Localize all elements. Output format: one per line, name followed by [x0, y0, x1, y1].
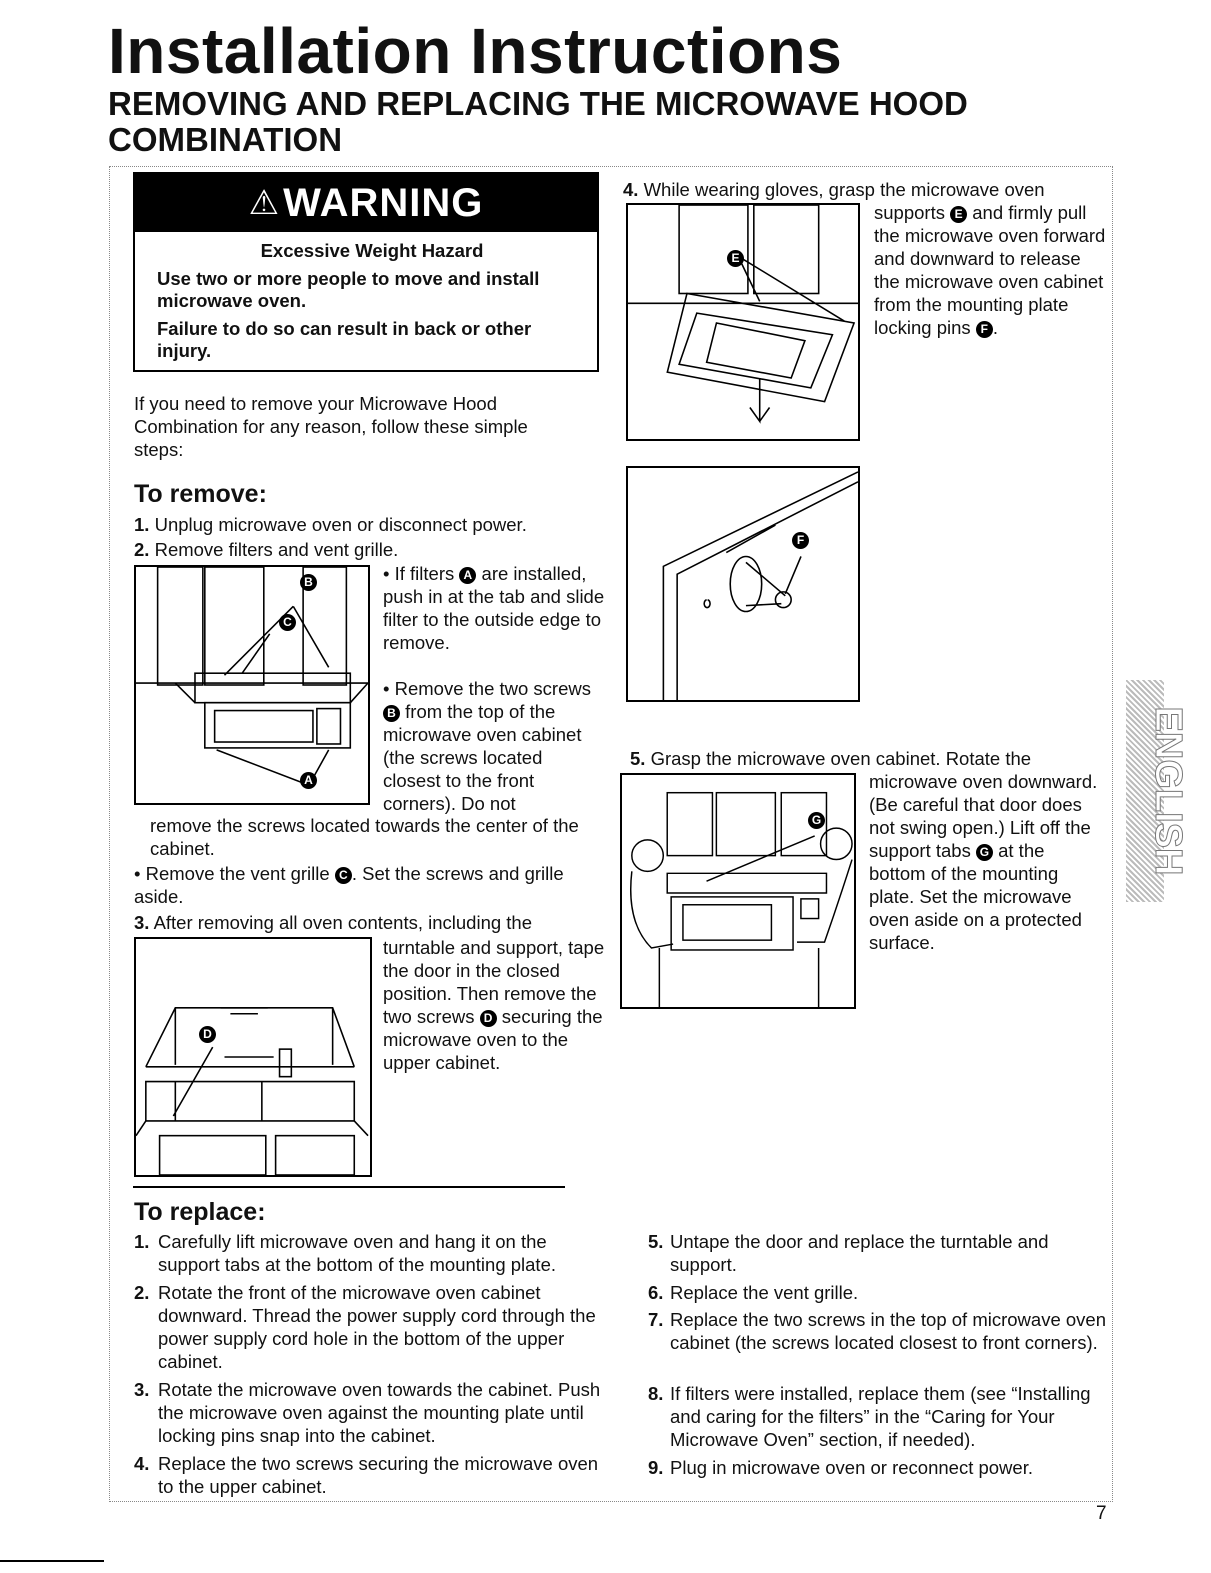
- callout-badge: F: [976, 321, 993, 338]
- step-number: 4.: [134, 1453, 150, 1474]
- warning-label: WARNING: [283, 180, 484, 225]
- warning-box: [133, 172, 599, 372]
- callout-d-fig2: [199, 1026, 216, 1044]
- remove-heading: To remove:: [134, 480, 267, 508]
- intro-text: If you need to remove your Microwave Hood Combination for any reason, follow these simple steps:: [134, 393, 528, 460]
- page-title: Installation Instructions: [108, 15, 843, 87]
- bullet-text: • If filters: [383, 563, 455, 584]
- callout-badge: B: [300, 574, 317, 591]
- callout-badge: G: [976, 844, 993, 861]
- step-3-text: [383, 936, 605, 1074]
- step-number: 1.: [134, 514, 150, 535]
- callout-badge: D: [480, 1010, 497, 1027]
- callout-badge: D: [199, 1026, 216, 1043]
- locking-pin-drawing: [628, 468, 858, 700]
- remove-step-3: [134, 911, 614, 934]
- step-text: While wearing gloves, grasp the microwave oven: [643, 179, 1045, 200]
- figure-locking-pin: [626, 466, 860, 702]
- bullet-text: are installed, push in at the tab and slide filter to the outside edge to remove.: [383, 563, 605, 653]
- replace-step-8: [648, 1382, 1108, 1451]
- replace-step-6: [648, 1281, 1108, 1304]
- replace-step-4: [134, 1452, 606, 1498]
- bullet-text: from the top of the microwave oven cabinet (the screws located closest to the front corners). Do not: [383, 701, 582, 814]
- remove-step-1: [134, 513, 614, 536]
- warning-triangle-icon: ⚠: [248, 184, 280, 222]
- bullet-text: • Remove the two screws: [383, 678, 591, 699]
- step-text: After removing all oven contents, including the: [153, 912, 532, 933]
- replace-heading: To replace:: [134, 1198, 266, 1226]
- figure-pull-forward: [626, 203, 860, 441]
- section-divider: [133, 1186, 565, 1188]
- language-side-tab: [1126, 680, 1189, 902]
- step-text: Rotate the front of the microwave oven cabinet downward. Thread the power supply cord through the power supply cord hole in the bottom of the upper cabinet.: [158, 1282, 596, 1372]
- bullet-text: . Set the screws and grille aside.: [134, 863, 564, 907]
- step-text: and firmly pull the microwave oven forward and downward to release the microwave oven cabinet from the mounting plate locking pins: [874, 202, 1106, 338]
- step-2-bullet-3: [134, 862, 594, 908]
- page-number: 7: [1096, 1503, 1107, 1524]
- step-number: 2.: [134, 1282, 150, 1303]
- warning-line-1: Use two or more people to move and install microwave oven.: [157, 268, 540, 311]
- step-number: 8.: [648, 1383, 664, 1404]
- step-2-continuation: remove the screws located towards the center of the cabinet.: [150, 815, 579, 859]
- step-text: Replace the two screws securing the microwave oven to the upper cabinet.: [158, 1453, 599, 1497]
- step-text: Remove filters and vent grille.: [154, 539, 399, 560]
- step-number: 7.: [648, 1309, 664, 1330]
- step-text: Plug in microwave oven or reconnect power.: [670, 1457, 1033, 1478]
- step-text: Untape the door and replace the turntable and support.: [670, 1231, 1049, 1275]
- bottom-rule: [0, 1560, 104, 1562]
- figure-filters-grille: [134, 565, 370, 805]
- callout-c-fig1: [279, 614, 296, 632]
- step-5-text: [869, 770, 1101, 954]
- figure-cabinet-screws: [134, 937, 372, 1177]
- figure-two-person-lift: [620, 773, 856, 1009]
- callout-e-fig3: [727, 250, 744, 268]
- step-number: 2.: [134, 539, 150, 560]
- step-text: microwave oven downward. (Be careful that door does not swing open.) Lift off the support tabs: [869, 771, 1098, 861]
- side-tab-lettering: [1126, 680, 1189, 902]
- callout-g-fig5: [808, 812, 825, 830]
- remove-step-5: [630, 747, 1100, 770]
- callout-badge: A: [300, 772, 317, 789]
- remove-step-2: [134, 538, 614, 561]
- two-person-lift-drawing: [622, 775, 854, 1007]
- warning-body: [157, 240, 587, 368]
- warning-header: [135, 174, 597, 232]
- callout-badge: C: [335, 867, 352, 884]
- callout-b-fig1: [300, 574, 317, 592]
- replace-step-5: [648, 1230, 1108, 1276]
- step-number: 1.: [134, 1231, 150, 1252]
- step-number: 6.: [648, 1282, 664, 1303]
- callout-badge: E: [950, 206, 967, 223]
- step-text: Grasp the microwave oven cabinet. Rotate the: [650, 748, 1032, 769]
- warning-hazard: Excessive Weight Hazard: [260, 240, 484, 261]
- callout-badge: A: [459, 567, 476, 584]
- step-4-text: supports E and firmly pull the microwave oven forward and downward to release the microwave oven cabinet from the mounting plate locking pins F .: [874, 202, 1106, 338]
- callout-badge: F: [792, 532, 809, 549]
- filters-grille-drawing: [136, 567, 368, 803]
- step-text: supports: [874, 202, 945, 223]
- step-text: If filters were installed, replace them (see “Installing and caring for the filters” in the “Caring for Your Microwave Oven” section, if needed).: [670, 1383, 1091, 1450]
- step-text: Carefully lift microwave oven and hang it on the support tabs at the bottom of the mounting plate.: [158, 1231, 557, 1275]
- callout-badge: G: [808, 812, 825, 829]
- replace-step-2: [134, 1281, 606, 1373]
- replace-step-9: [648, 1456, 1108, 1479]
- step-number: 4.: [623, 179, 639, 200]
- bullet-text: • Remove the vent grille: [134, 863, 330, 884]
- step-text: Rotate the microwave oven towards the cabinet. Push the microwave oven against the mounting plate until locking pins snap into the cabinet.: [158, 1379, 601, 1446]
- cabinet-screws-drawing: [136, 939, 370, 1175]
- remove-step-4: [623, 178, 1093, 201]
- section-title: REMOVING AND REPLACING THE MICROWAVE HOOD COMBINATION: [108, 85, 968, 158]
- step-number: 5.: [648, 1231, 664, 1252]
- step-number: 5.: [630, 748, 646, 769]
- callout-badge: B: [383, 705, 400, 722]
- step-2-bullet-1: [383, 562, 605, 654]
- callout-a-fig1: [300, 772, 317, 790]
- step-2-bullet-2: [383, 677, 605, 815]
- side-tab-text: ENGLISH: [1147, 706, 1189, 876]
- callout-f-fig4: [792, 532, 809, 550]
- warning-line-2: Failure to do so can result in back or other injury.: [157, 318, 532, 361]
- step-text: Replace the two screws in the top of microwave oven cabinet (the screws located closest to front corners).: [670, 1309, 1106, 1353]
- step-text: turntable and support, tape the door in the closed position. Then remove the two screws: [383, 937, 605, 1027]
- step-text: Replace the vent grille.: [670, 1282, 859, 1303]
- step-number: 3.: [134, 912, 150, 933]
- replace-step-7: [648, 1308, 1108, 1354]
- callout-badge: E: [727, 250, 744, 267]
- step-number: 3.: [134, 1379, 150, 1400]
- replace-step-3: [134, 1378, 606, 1447]
- step-text: securing the microwave oven to the upper cabinet.: [383, 1006, 603, 1073]
- step-text: at the bottom of the mounting plate. Set the microwave oven aside on a protected surface.: [869, 840, 1082, 953]
- step-number: 9.: [648, 1457, 664, 1478]
- pull-forward-drawing: [628, 205, 858, 439]
- callout-badge: C: [279, 614, 296, 631]
- replace-step-1: [134, 1230, 606, 1276]
- step-text: Unplug microwave oven or disconnect power.: [154, 514, 527, 535]
